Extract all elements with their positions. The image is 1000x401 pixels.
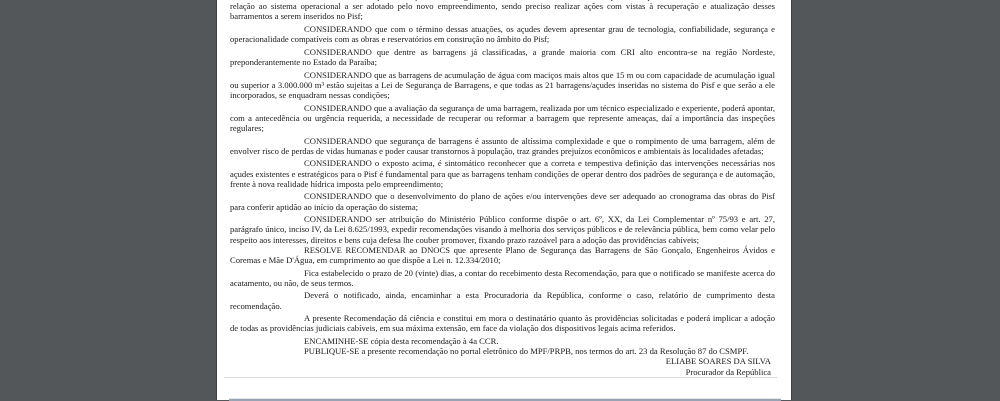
- paragraph-considerando-acumulacao: CONSIDERANDO que as barragens de acumulação de água com maciços mais altos que 15 m ou com capacidade de acumulação igual ou superior a 3.000.000 m³ estão sujeitas a Lei de Segurança de Barragens, e que todas as 21 barragens/açudes inseridas no sistema do Pisf e que serão a ele incorporados, se enquadram nessas condições;: [230, 69, 775, 100]
- paragraph-considerando-barragens-classificadas: CONSIDERANDO que dentre as barragens já classificadas, a grande maioria com CRI alto encontra-se na região Nordeste, preponderantemente no Estado da Paraíba;: [230, 46, 775, 67]
- document-body: [230, 0, 775, 359]
- paragraph-considerando-termino-atuacoes: CONSIDERANDO que com o término dessas atuações, os açudes devem apresentar grau de tecnologia, confiabilidade, segurança e operacionalidade compatíveis com as obras e reservatórios em construção no âmbito do Pisf;: [230, 24, 775, 45]
- paragraph-resolve-recomendar: RESOLVE RECOMENDAR ao DNOCS que apresente Plano de Segurança das Barragens de São Gonçalo, Engenheiros Ávidos e Coremas e Mãe D'Água, em cumprimento ao que dispõe a Lei n. 12.334/2010;: [230, 244, 775, 265]
- signature-block: [666, 356, 771, 378]
- signatory-title: Procurador da República: [685, 367, 771, 377]
- paragraph-ciencia-mora: A presente Recomendação dá ciência e constitui em mora o destinatário quanto às providências solicitadas e poderá implicar a adoção de todas as providências judiciais cabíveis, em sua máxima extensão, em face da violação dos dispositivos legais acima referidos.: [230, 313, 775, 334]
- paragraph-considerando-plano-acoes: CONSIDERANDO que o desenvolvimento do plano de ações e/ou intervenções deve ser adequado ao cronograma das obras do Pisf para conferir aptidão ao início da operação do sistema;: [230, 191, 775, 212]
- paragraph-considerando-avaliacao: CONSIDERANDO que a avaliação da segurança de uma barragem, realizada por um técnico especializado e experiente, poderá apontar, com a antecedência ou urgência requerida, a necessidade de recuperar ou reformar a barragem que represente ameaças, daí a importância das inspeções regulares;: [230, 102, 775, 133]
- document-page: [217, 0, 791, 400]
- paragraph-considerando-atribuicao: CONSIDERANDO ser atribuição do Ministério Público conforme dispõe o art. 6º, XX, da Lei Complementar nº 75/93 e art. 27, parágrafo único, inciso IV, da Lei 8.625/1993, expedir recomendações visando à melhoria dos serviços públicos e de relevância pública, bem como velar pelo respeito aos interesses, direitos e bens cuja defesa lhe couber promover, fixando prazo razoável para a adoção das providências cabíveis;: [230, 214, 775, 245]
- signatory-name: ELIABE SOARES DA SILVA: [665, 356, 771, 366]
- paragraph-prazo: Fica estabelecido o prazo de 20 (vinte) dias, a contar do recebimento desta Recomendação, para que o notificado se manifeste acerca do acatamento, ou não, de seus termos.: [230, 267, 775, 288]
- paragraph-publique-se: PUBLIQUE-SE a presente recomendação no portal eletrônico do MPF/PRPB, nos termos do art. 23 da Resolução 87 do CSMPF.: [304, 346, 749, 357]
- paragraph-considerando-acudes-antigos: relação ao sistema operacional a ser adotado pelo novo empreendimento, sendo preciso realizar ações com vistas à recuperação e atualização desses barramentos a serem inseridos no Pisf;: [230, 1, 775, 22]
- paragraph-notificado: Deverá o notificado, ainda, encaminhar a esta Procuradoria da República, conforme o caso, relatório de cumprimento desta recomendação.: [230, 290, 775, 311]
- paragraph-encaminhe-se: ENCAMINHE-SE cópia desta recomendação à 4a CCR.: [304, 335, 499, 346]
- paragraph-considerando-exposto: CONSIDERANDO o exposto acima, é sintomático reconhecer que a correta e tempestiva definição das intervenções necessárias nos açudes existentes e estratégicos para o Pisf é fundamental para que as barragens tenham condições de operar dentro dos padrões de segurança e de automação, frente à nova realidade hídrica imposta pelo empreendimento;: [230, 158, 775, 189]
- paragraph-considerando-complexidade: CONSIDERANDO que segurança de barragens é assunto de altíssima complexidade e que o rompimento de uma barragem, além de envolver risco de perdas de vidas humanas e poder causar transtornos à população, traz grandes prejuízos econômicos e ambientais às localidades afetadas;: [230, 135, 775, 156]
- footer-divider: [224, 377, 777, 378]
